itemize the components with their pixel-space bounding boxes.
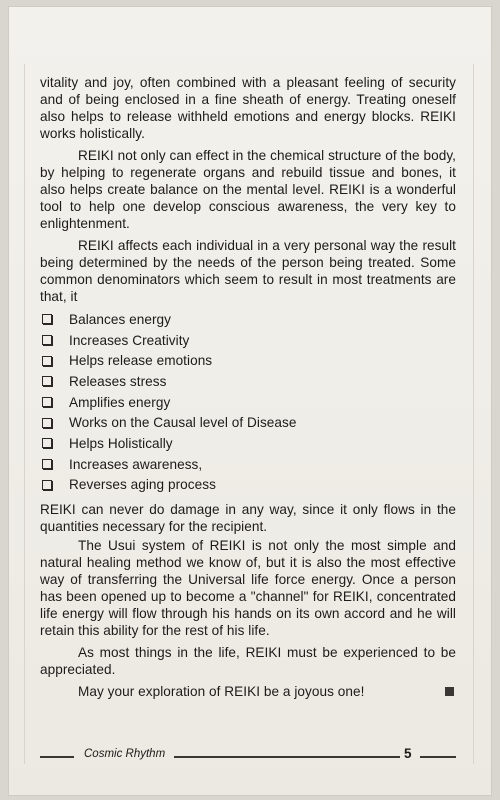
list-item (40, 371, 456, 392)
list-item (40, 475, 456, 496)
closing-line: May your exploration of REIKI be a joyous one! (78, 684, 365, 700)
list-item (40, 433, 456, 454)
checkbox-bullet-icon (42, 459, 52, 469)
list-item-label: Increases Creativity (69, 332, 190, 348)
list-item (40, 330, 456, 351)
page-number: 5 (404, 746, 412, 761)
checkbox-bullet-icon (42, 397, 52, 407)
list-item-label: Increases awareness, (69, 456, 203, 472)
paragraph-1: vitality and joy, often combined with a pleasant feeling of security and of being enclosed in a fine sheath of energy. Treating oneself also helps to release withheld emotions and energy blocks. REIKI works holistically. (40, 75, 456, 141)
list-item-label: Helps release emotions (69, 353, 213, 369)
end-mark-icon (445, 687, 454, 696)
footer-rule-left (40, 756, 74, 758)
footer-rule-right (420, 756, 456, 758)
list-item-label: Works on the Causal level of Disease (69, 415, 297, 431)
body-text (40, 74, 456, 705)
checkbox-bullet-icon (42, 356, 52, 366)
checkbox-bullet-icon (42, 335, 52, 345)
list-item-label: Balances energy (69, 311, 172, 327)
checkbox-bullet-icon (42, 314, 52, 324)
list-item (40, 309, 456, 330)
checkbox-bullet-icon (42, 438, 52, 448)
running-footer-title: Cosmic Rhythm (84, 748, 166, 760)
list-item (40, 350, 456, 371)
paragraph-2: REIKI not only can effect in the chemical structure of the body, by helping to regenerate organs and rebuild tissue and bones, it also helps create balance on the mental level. REIKI is a wonderful tool to help one develop conscious awareness, the very key to enlightenment. (40, 148, 456, 231)
list-item (40, 454, 456, 475)
checkbox-bullet-icon (42, 480, 52, 490)
checkbox-bullet-icon (42, 418, 52, 428)
list-item-label: Reverses aging process (69, 477, 216, 493)
footer-rule-middle (174, 756, 400, 758)
list-item-label: Helps Holistically (69, 435, 173, 451)
benefits-list (40, 309, 456, 495)
paragraph-6: As most things in the life, REIKI must be experienced to be appreciated. (40, 645, 456, 678)
paragraph-5: The Usui system of REIKI is not only the most simple and natural healing method we know of, but it is also the most effective way of transferring the Universal life force energy. Once a person has been opened up to become a "channel" for REIKI, concentrated life energy will flow through his hands on its own accord and he will retain this ability for the rest of his life. (40, 538, 456, 639)
paragraph-4: REIKI can never do damage in any way, since it only flows in the quantities necessary for the recipient. (40, 502, 456, 535)
page-footer (40, 748, 460, 766)
paragraph-3: REIKI affects each individual in a very personal way the result being determined by the needs of the person being treated. Some common denominators which seem to result in most treatments are that, it (40, 238, 456, 304)
list-item (40, 412, 456, 433)
list-item-label: Releases stress (69, 373, 167, 389)
list-item (40, 392, 456, 413)
book-page (8, 6, 492, 796)
checkbox-bullet-icon (42, 376, 52, 386)
paragraph-7 (40, 683, 456, 700)
list-item-label: Amplifies energy (69, 394, 171, 410)
